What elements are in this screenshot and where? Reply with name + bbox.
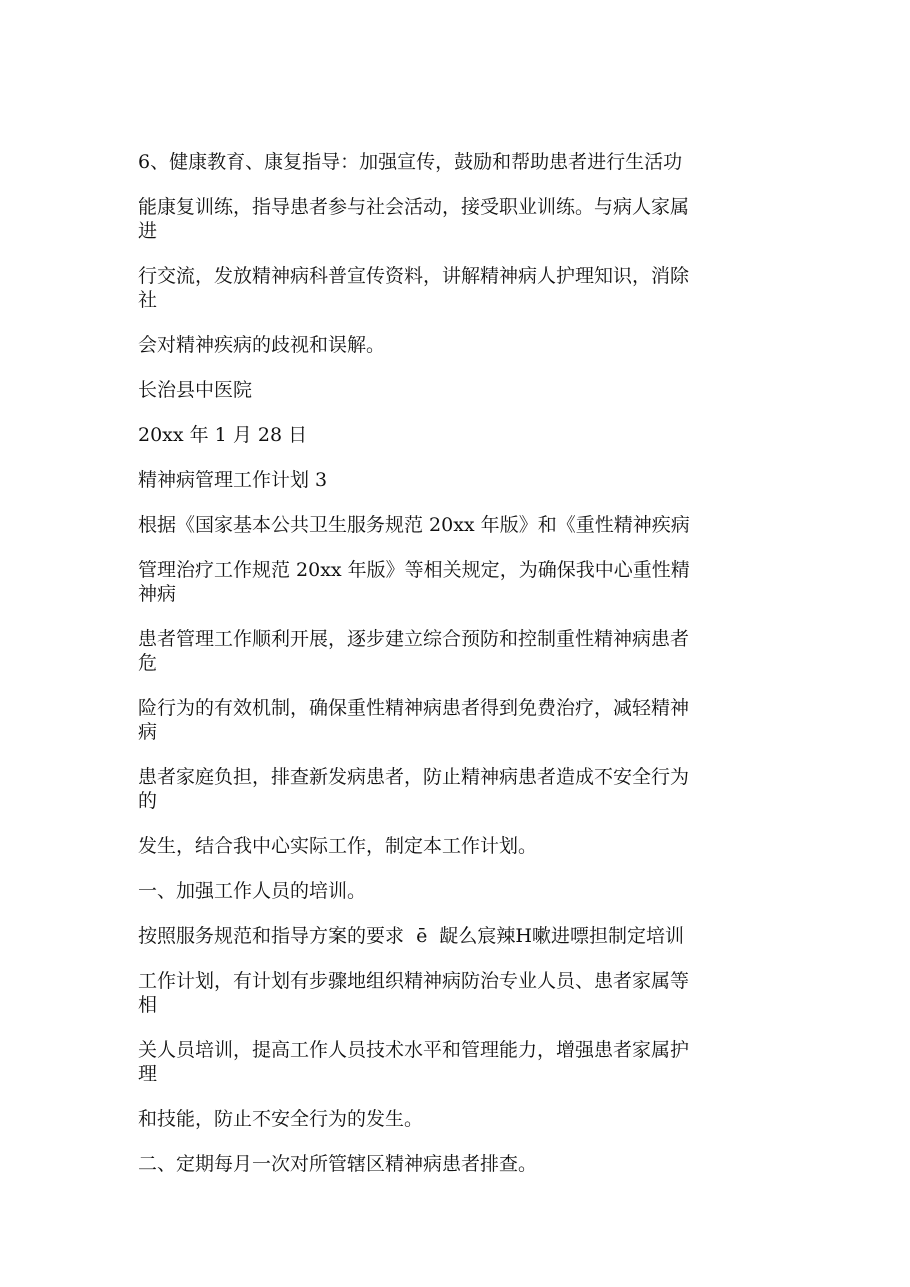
paragraph: 能康复训练，指导患者参与社会活动，接受职业训练。与病人家属 进: [138, 196, 690, 242]
document-date: 20xx 年 1 月 28 日: [138, 424, 308, 446]
paragraph: 发生，结合我中心实际工作，制定本工作计划。: [138, 835, 538, 857]
document-body: [138, 150, 778, 1197]
paragraph: 关人员培训，提高工作人员技术水平和管理能力，增强患者家属护 理: [138, 1039, 690, 1085]
paragraph: 险行为的有效机制，确保重性精神病患者得到免费治疗，减轻精神 病: [138, 697, 690, 743]
paragraph: 和技能，防止不安全行为的发生。: [138, 1108, 424, 1130]
paragraph: 会对精神疾病的歧视和误解。: [138, 334, 386, 356]
paragraph: 工作计划，有计划有步骤地组织精神病防治专业人员、患者家属等 相: [138, 970, 690, 1016]
section-heading: 二、定期每月一次对所管辖区精神病患者排查。: [138, 1153, 538, 1175]
section-title: 精神病管理工作计划 3: [138, 469, 328, 491]
organization-name: 长治县中医院: [138, 379, 253, 401]
paragraph: 管理治疗工作规范 20xx 年版》等相关规定，为确保我中心重性精 神病: [138, 559, 690, 605]
paragraph: 6、健康教育、康复指导：加强宣传，鼓励和帮助患者进行生活功: [138, 151, 683, 173]
section-heading: 一、加强工作人员的培训。: [138, 880, 367, 902]
paragraph: 患者家庭负担，排查新发病患者，防止精神病患者造成不安全行为 的: [138, 766, 690, 812]
paragraph: 患者管理工作顺利开展，逐步建立综合预防和控制重性精神病患者 危: [138, 628, 690, 674]
paragraph: 行交流，发放精神病科普宣传资料，讲解精神病人护理知识，消除 社: [138, 265, 690, 311]
paragraph: 根据《国家基本公共卫生服务规范 20xx 年版》和《重性精神疾病: [138, 514, 690, 536]
paragraph: 按照服务规范和指导方案的要求 ē 龊么宸辣H嗽进嘌担制定培训: [138, 925, 684, 947]
